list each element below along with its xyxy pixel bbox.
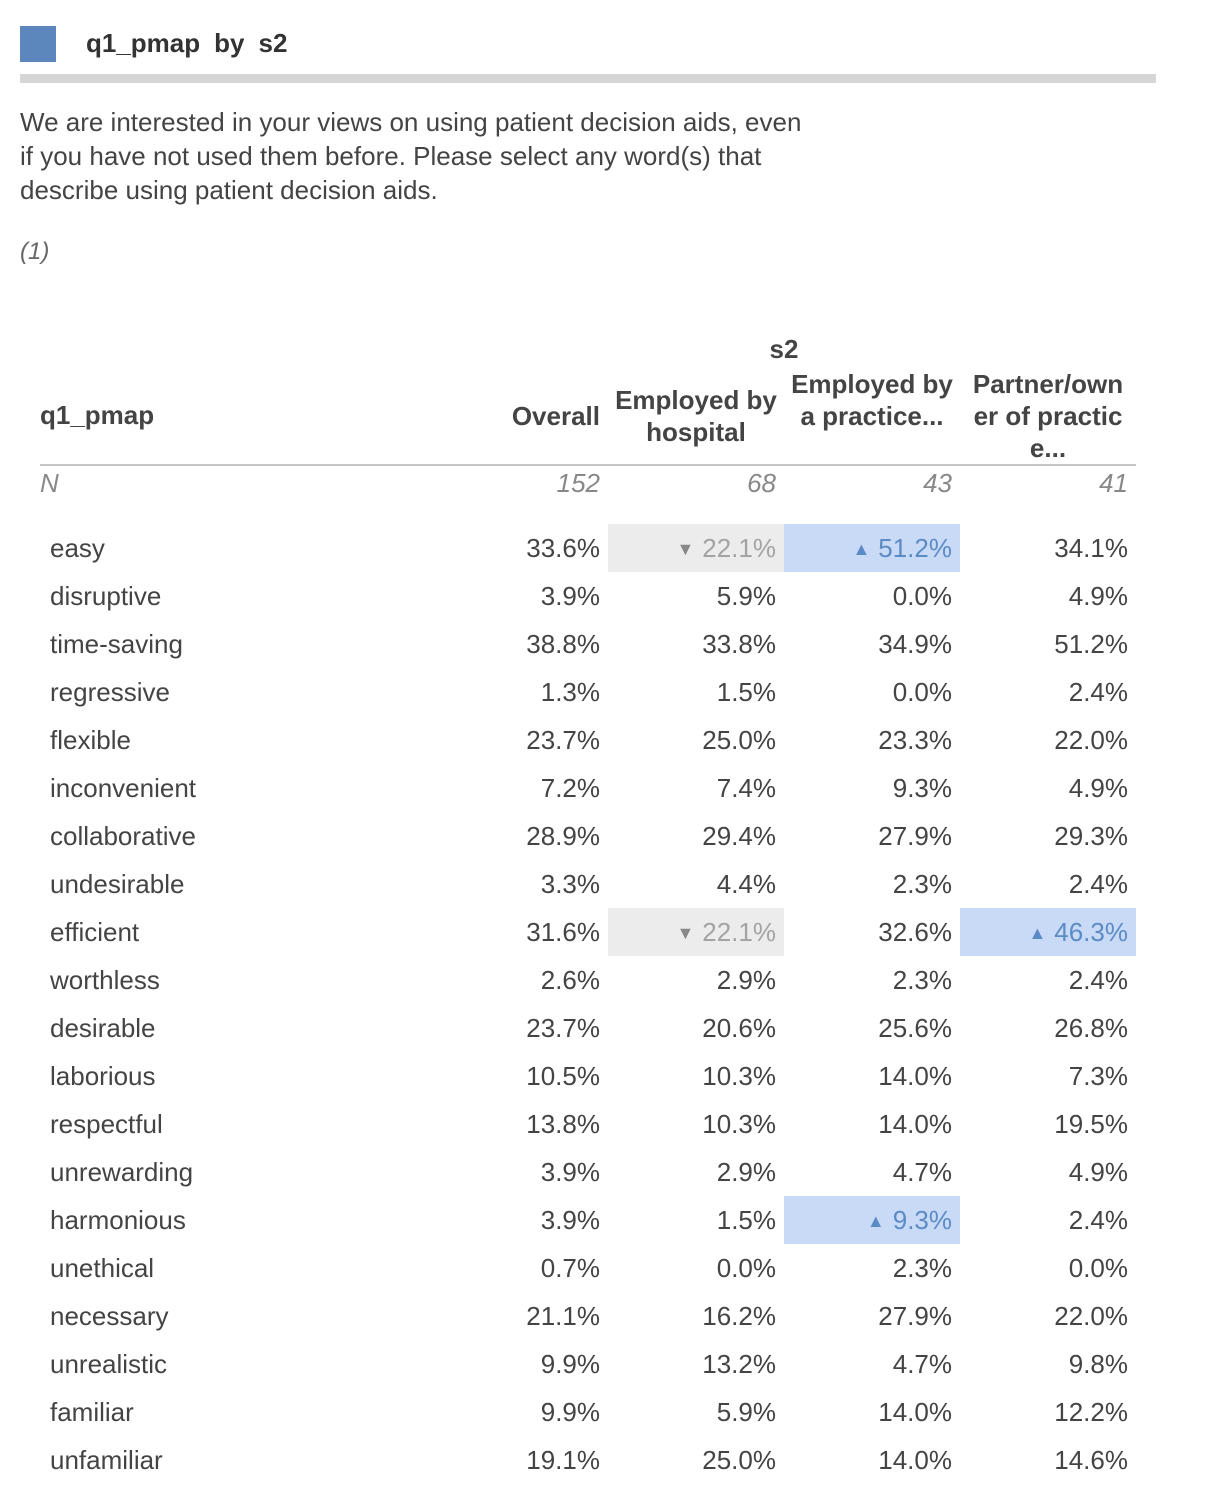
cell-value: 38.8% — [526, 629, 600, 659]
triangle-up-icon: ▲ — [1028, 923, 1047, 943]
cell-value: 14.0% — [878, 1397, 952, 1427]
cell-employed-practice — [784, 1388, 960, 1436]
cell-value: 25.0% — [702, 1445, 776, 1475]
cell-partner-owner — [960, 1100, 1136, 1148]
cell-employed-practice — [784, 668, 960, 716]
cell-value: 2.6% — [540, 965, 600, 995]
cell-value: 22.1% — [702, 533, 776, 563]
row-label: unethical — [50, 1253, 155, 1283]
cell-employed-practice — [784, 908, 960, 956]
cell-overall — [432, 1004, 608, 1052]
triangle-down-icon: ▼ — [676, 923, 695, 943]
row-label: worthless — [50, 965, 160, 995]
cell-value: 46.3% — [1054, 917, 1128, 947]
cell-overall — [432, 572, 608, 620]
cell-employed-practice — [784, 764, 960, 812]
cell-employed-practice — [784, 620, 960, 668]
cell-value: 23.7% — [526, 725, 600, 755]
cell-partner-owner — [960, 956, 1136, 1004]
cell-value: 9.8% — [1068, 1349, 1128, 1379]
cell-employed-practice — [784, 1292, 960, 1340]
cell-overall — [432, 1292, 608, 1340]
cell-employed-hospital — [608, 812, 784, 860]
cell-employed-practice — [784, 716, 960, 764]
cell-value: 2.9% — [716, 1157, 776, 1187]
row-label: disruptive — [50, 581, 162, 611]
cell-value: 2.4% — [1068, 965, 1128, 995]
color-swatch — [20, 26, 56, 62]
cell-partner-owner — [960, 1244, 1136, 1292]
cell-value: 1.3% — [540, 677, 600, 707]
row-label: collaborative — [50, 821, 196, 851]
cell-value: 33.8% — [702, 629, 776, 659]
cell-value: 2.9% — [716, 965, 776, 995]
cell-value: 26.8% — [1054, 1013, 1128, 1043]
cell-overall — [432, 1436, 608, 1484]
n-employed-practice: 43 — [923, 468, 952, 498]
cell-value: 23.3% — [878, 725, 952, 755]
cell-employed-practice — [784, 1052, 960, 1100]
cell-overall — [432, 908, 608, 956]
row-label: efficient — [50, 917, 140, 947]
row-header: q1_pmap — [40, 400, 155, 430]
table-row — [40, 860, 1136, 908]
row-label: respectful — [50, 1109, 163, 1139]
cell-partner-owner — [960, 1052, 1136, 1100]
cell-value: 28.9% — [526, 821, 600, 851]
column-header-overall: Overall — [511, 401, 600, 431]
cell-partner-owner — [960, 668, 1136, 716]
row-label: unrealistic — [50, 1349, 168, 1379]
table-row — [40, 1004, 1136, 1052]
cell-employed-hospital — [608, 716, 784, 764]
n-employed-hospital: 68 — [747, 468, 776, 498]
header-rule — [40, 464, 1136, 466]
cell-value: 2.3% — [892, 869, 952, 899]
column-spanner: s2 — [769, 334, 799, 364]
cell-value: 4.7% — [892, 1157, 952, 1187]
cell-value: 14.6% — [1054, 1445, 1128, 1475]
row-label: flexible — [50, 725, 131, 755]
n-row — [40, 468, 1136, 502]
cell-value: 0.0% — [892, 677, 952, 707]
cell-value: 34.9% — [878, 629, 952, 659]
row-label: familiar — [50, 1397, 134, 1427]
cell-employed-practice — [784, 956, 960, 1004]
cell-employed-hospital — [608, 908, 784, 956]
cell-value: 22.0% — [1054, 1301, 1128, 1331]
cell-employed-hospital — [608, 524, 784, 572]
table-body — [40, 524, 1136, 1484]
cell-value: 13.8% — [526, 1109, 600, 1139]
cell-employed-practice — [784, 1340, 960, 1388]
cell-partner-owner — [960, 908, 1136, 956]
cell-employed-practice — [784, 1196, 960, 1244]
table-row — [40, 1196, 1136, 1244]
cell-value: 14.0% — [878, 1109, 952, 1139]
cell-partner-owner — [960, 1004, 1136, 1052]
cell-value: 4.7% — [892, 1349, 952, 1379]
cell-value: 20.6% — [702, 1013, 776, 1043]
cell-value: 31.6% — [526, 917, 600, 947]
row-label: regressive — [50, 677, 170, 707]
cell-value: 5.9% — [716, 1397, 776, 1427]
cell-value: 21.1% — [526, 1301, 600, 1331]
cell-value: 0.0% — [1068, 1253, 1128, 1283]
cell-value: 4.9% — [1068, 1157, 1128, 1187]
row-label: harmonious — [50, 1205, 186, 1235]
row-label: undesirable — [50, 869, 185, 899]
cell-employed-hospital — [608, 860, 784, 908]
cell-value: 10.5% — [526, 1061, 600, 1091]
cell-value: 25.6% — [878, 1013, 952, 1043]
cell-value: 12.2% — [1054, 1397, 1128, 1427]
cell-value: 34.1% — [1054, 533, 1128, 563]
cell-value: 2.4% — [1068, 869, 1128, 899]
cell-employed-practice — [784, 1436, 960, 1484]
table-row — [40, 524, 1136, 572]
cell-employed-practice — [784, 524, 960, 572]
cell-overall — [432, 860, 608, 908]
question-text: We are interested in your views on using patient decision aids, even if you have not used them before. Please select any word(s) that describe using patient decision aids. — [20, 107, 802, 205]
cell-employed-hospital — [608, 764, 784, 812]
cell-overall — [432, 1100, 608, 1148]
cell-employed-practice — [784, 1244, 960, 1292]
title-crossvar: s2 — [258, 28, 288, 58]
cell-employed-hospital — [608, 1436, 784, 1484]
table-row — [40, 668, 1136, 716]
table-row — [40, 1148, 1136, 1196]
cell-overall — [432, 1148, 608, 1196]
cell-partner-owner — [960, 1340, 1136, 1388]
cell-employed-practice — [784, 1004, 960, 1052]
cell-employed-hospital — [608, 620, 784, 668]
cell-value: 7.4% — [716, 773, 776, 803]
cell-overall — [432, 620, 608, 668]
cell-partner-owner — [960, 812, 1136, 860]
n-partner-owner: 41 — [1099, 468, 1128, 498]
n-label: N — [40, 468, 59, 498]
cell-overall — [432, 812, 608, 860]
table-row — [40, 1052, 1136, 1100]
cell-value: 1.5% — [716, 677, 776, 707]
row-label: necessary — [50, 1301, 169, 1331]
cell-employed-hospital — [608, 668, 784, 716]
cell-value: 2.4% — [1068, 677, 1128, 707]
row-label: laborious — [50, 1061, 156, 1091]
cell-value: 23.7% — [526, 1013, 600, 1043]
table-row — [40, 572, 1136, 620]
cell-value: 10.3% — [702, 1109, 776, 1139]
cell-value: 4.4% — [716, 869, 776, 899]
cell-value: 3.3% — [540, 869, 600, 899]
cell-employed-hospital — [608, 1292, 784, 1340]
cell-value: 5.9% — [716, 581, 776, 611]
cell-partner-owner — [960, 620, 1136, 668]
triangle-up-icon: ▲ — [866, 1211, 885, 1231]
row-label: unfamiliar — [50, 1445, 163, 1475]
cell-value: 2.3% — [892, 1253, 952, 1283]
cell-employed-hospital — [608, 1196, 784, 1244]
cell-value: 51.2% — [878, 533, 952, 563]
table-row — [40, 956, 1136, 1004]
question-note: (1) — [20, 238, 50, 265]
cell-employed-practice — [784, 860, 960, 908]
cell-value: 2.3% — [892, 965, 952, 995]
cell-value: 33.6% — [526, 533, 600, 563]
cell-overall — [432, 1388, 608, 1436]
cell-value: 0.0% — [716, 1253, 776, 1283]
cell-value: 0.0% — [892, 581, 952, 611]
cell-value: 19.5% — [1054, 1109, 1128, 1139]
cell-value: 19.1% — [526, 1445, 600, 1475]
cell-partner-owner — [960, 1196, 1136, 1244]
table-row — [40, 1292, 1136, 1340]
cell-partner-owner — [960, 1148, 1136, 1196]
cell-value: 32.6% — [878, 917, 952, 947]
cell-employed-hospital — [608, 1148, 784, 1196]
triangle-up-icon: ▲ — [852, 539, 871, 559]
cell-value: 1.5% — [716, 1205, 776, 1235]
table-header-bar — [20, 26, 1156, 62]
cell-value: 9.9% — [540, 1349, 600, 1379]
row-label: unrewarding — [50, 1157, 194, 1187]
cell-value: 3.9% — [540, 581, 600, 611]
cell-employed-hospital — [608, 956, 784, 1004]
cell-value: 51.2% — [1054, 629, 1128, 659]
title-variable: q1_pmap — [86, 28, 201, 58]
cell-value: 27.9% — [878, 821, 952, 851]
cell-value: 2.4% — [1068, 1205, 1128, 1235]
cell-value: 3.9% — [540, 1157, 600, 1187]
cell-overall — [432, 956, 608, 1004]
table-row — [40, 716, 1136, 764]
cell-partner-owner — [960, 860, 1136, 908]
title-by: by — [214, 28, 245, 58]
table-row — [40, 1388, 1136, 1436]
column-header-employed-hospital: Employed by hospital — [615, 385, 777, 447]
cell-partner-owner — [960, 1436, 1136, 1484]
cell-employed-hospital — [608, 1388, 784, 1436]
row-label: time-saving — [50, 629, 183, 659]
cell-value: 9.9% — [540, 1397, 600, 1427]
row-label: easy — [50, 533, 105, 563]
cell-overall — [432, 1244, 608, 1292]
cell-value: 4.9% — [1068, 581, 1128, 611]
cell-partner-owner — [960, 572, 1136, 620]
cell-overall — [432, 524, 608, 572]
cell-partner-owner — [960, 764, 1136, 812]
cell-value: 22.0% — [1054, 725, 1128, 755]
header-divider — [20, 74, 1156, 83]
cell-partner-owner — [960, 1388, 1136, 1436]
cell-employed-practice — [784, 1100, 960, 1148]
cell-overall — [432, 1052, 608, 1100]
cell-employed-practice — [784, 572, 960, 620]
cell-value: 25.0% — [702, 725, 776, 755]
cell-partner-owner — [960, 1292, 1136, 1340]
cell-partner-owner — [960, 524, 1136, 572]
cell-overall — [432, 764, 608, 812]
table-row — [40, 1100, 1136, 1148]
table-row — [40, 620, 1136, 668]
n-overall: 152 — [556, 468, 600, 498]
cell-employed-hospital — [608, 1100, 784, 1148]
cell-employed-practice — [784, 812, 960, 860]
cell-value: 4.9% — [1068, 773, 1128, 803]
cell-employed-hospital — [608, 572, 784, 620]
cell-value: 29.4% — [702, 821, 776, 851]
triangle-down-icon: ▼ — [676, 539, 695, 559]
column-header-employed-practice: Employed by a practice... — [791, 369, 953, 431]
cell-value: 7.3% — [1068, 1061, 1128, 1091]
cell-employed-hospital — [608, 1340, 784, 1388]
cell-employed-hospital — [608, 1244, 784, 1292]
cell-value: 16.2% — [702, 1301, 776, 1331]
cell-value: 22.1% — [702, 917, 776, 947]
cell-value: 9.3% — [892, 773, 952, 803]
cell-overall — [432, 668, 608, 716]
table-row — [40, 1244, 1136, 1292]
cell-value: 10.3% — [702, 1061, 776, 1091]
table-row — [40, 1340, 1136, 1388]
column-header-partner-owner: Partner/owner of practice... — [972, 369, 1124, 463]
row-label: inconvenient — [50, 773, 196, 803]
cell-value: 9.3% — [892, 1205, 952, 1235]
table-row — [40, 764, 1136, 812]
cell-employed-hospital — [608, 1052, 784, 1100]
cell-overall — [432, 1196, 608, 1244]
cell-value: 27.9% — [878, 1301, 952, 1331]
cell-value: 14.0% — [878, 1445, 952, 1475]
cell-value: 13.2% — [702, 1349, 776, 1379]
table-row — [40, 908, 1136, 956]
cell-value: 0.7% — [540, 1253, 600, 1283]
cell-value: 3.9% — [540, 1205, 600, 1235]
cell-employed-practice — [784, 1148, 960, 1196]
cell-value: 14.0% — [878, 1061, 952, 1091]
table-row — [40, 1436, 1136, 1484]
cell-overall — [432, 1340, 608, 1388]
cell-overall — [432, 716, 608, 764]
cell-partner-owner — [960, 716, 1136, 764]
row-label: desirable — [50, 1013, 156, 1043]
cell-value: 7.2% — [540, 773, 600, 803]
cell-employed-hospital — [608, 1004, 784, 1052]
cell-value: 29.3% — [1054, 821, 1128, 851]
table-row — [40, 812, 1136, 860]
page-title — [86, 28, 287, 59]
